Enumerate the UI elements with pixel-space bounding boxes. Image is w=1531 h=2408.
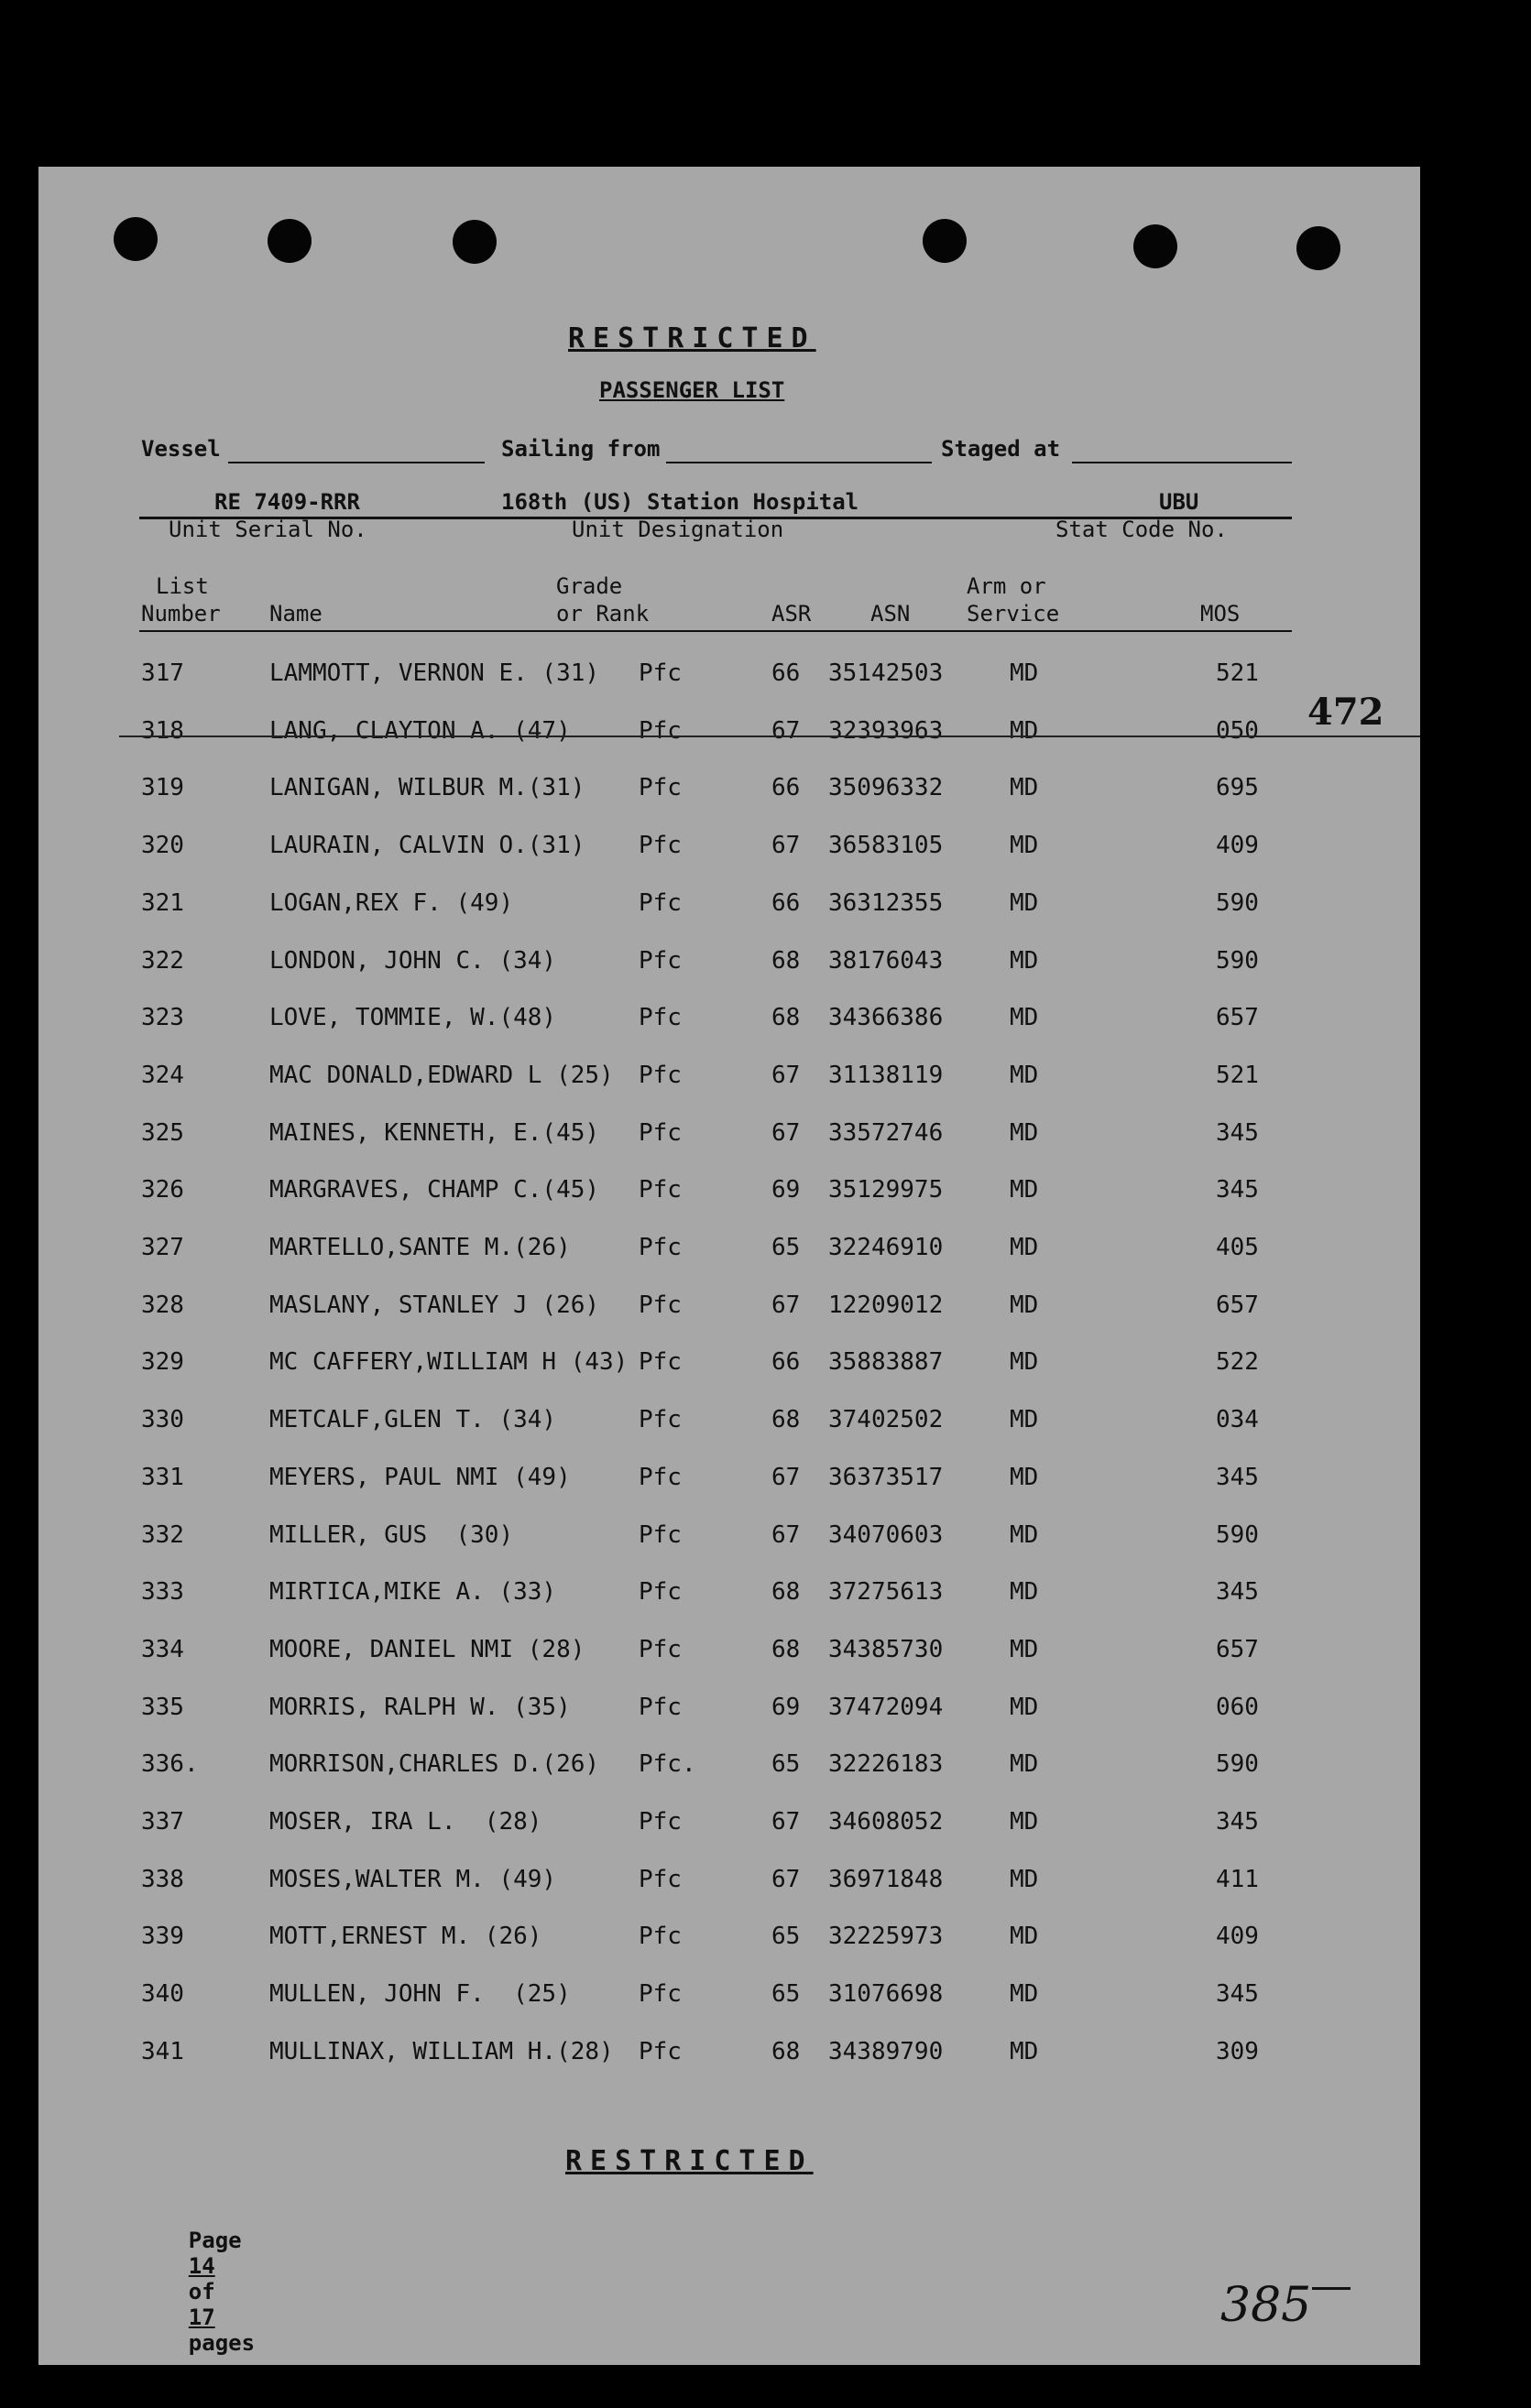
grade-cell: Pfc (639, 1348, 682, 1376)
asn-cell: 32225973 (828, 1923, 944, 1950)
page-suffix: pages (188, 2330, 256, 2356)
grade-cell: Pfc (639, 1521, 682, 1549)
arm-cell: MD (1010, 1464, 1039, 1491)
name-cell: MARGRAVES, CHAMP C.(45) (269, 1176, 600, 1204)
grade-cell: Pfc (639, 1004, 682, 1031)
asr-cell: 65 (771, 1234, 801, 1261)
vessel-label: Vessel (141, 436, 221, 462)
list-number-cell: 333 (141, 1578, 184, 1606)
arm-cell: MD (1010, 1004, 1039, 1031)
grade-cell: Pfc (639, 1176, 682, 1204)
table-row (38, 1348, 1420, 1385)
grade-cell: Pfc (639, 1636, 682, 1663)
list-number-cell: 317 (141, 659, 184, 687)
mos-cell: 060 (1216, 1694, 1259, 1721)
asn-cell: 32226183 (828, 1750, 944, 1778)
list-number-cell: 319 (141, 774, 184, 801)
arm-cell: MD (1010, 774, 1039, 801)
unit-designation-value: 168th (US) Station Hospital (501, 489, 859, 515)
document-page (38, 167, 1420, 2365)
asn-cell: 34608052 (828, 1808, 944, 1836)
asn-cell: 31138119 (828, 1062, 944, 1089)
asn-cell: 37275613 (828, 1578, 944, 1606)
grade-cell: Pfc (639, 1808, 682, 1836)
table-row (38, 1062, 1420, 1098)
strikethrough-line (119, 735, 1420, 737)
table-row (38, 2038, 1420, 2075)
asn-cell: 35883887 (828, 1348, 944, 1376)
name-cell: MAC DONALD,EDWARD L (25) (269, 1062, 614, 1089)
table-row (38, 1119, 1420, 1156)
asr-cell: 67 (771, 1808, 801, 1836)
table-row (38, 1866, 1420, 1902)
mos-cell: 590 (1216, 1750, 1259, 1778)
table-row (38, 1694, 1420, 1730)
asr-cell: 68 (771, 1406, 801, 1433)
arm-cell: MD (1010, 1521, 1039, 1549)
mos-cell: 522 (1216, 1348, 1259, 1376)
punch-hole (453, 220, 497, 264)
handwritten-underline (1312, 2287, 1351, 2290)
list-number-cell: 330 (141, 1406, 184, 1433)
asr-cell: 66 (771, 774, 801, 801)
arm-cell: MD (1010, 832, 1039, 859)
name-cell: MAINES, KENNETH, E.(45) (269, 1119, 600, 1147)
list-number-cell: 321 (141, 889, 184, 917)
asn-cell: 38176043 (828, 947, 944, 975)
col-header-asr: ASR (771, 601, 812, 627)
table-row (38, 1636, 1420, 1673)
col-header-asn: ASN (870, 601, 911, 627)
table-row (38, 1578, 1420, 1615)
grade-cell: Pfc (639, 1464, 682, 1491)
mos-cell: 405 (1216, 1234, 1259, 1261)
name-cell: MEYERS, PAUL NMI (49) (269, 1464, 571, 1491)
mos-cell: 345 (1216, 1808, 1259, 1836)
asr-cell: 68 (771, 1636, 801, 1663)
grade-cell: Pfc (639, 1980, 682, 2008)
asr-cell: 67 (771, 832, 801, 859)
stamp-number: 472 (1307, 691, 1384, 734)
name-cell: LOGAN,REX F. (49) (269, 889, 514, 917)
name-cell: LOVE, TOMMIE, W.(48) (269, 1004, 557, 1031)
restricted-heading: RESTRICTED (568, 322, 816, 354)
asn-cell: 36373517 (828, 1464, 944, 1491)
arm-cell: MD (1010, 1062, 1039, 1089)
mos-cell: 409 (1216, 832, 1259, 859)
col-header-mos: MOS (1200, 601, 1241, 627)
grade-cell: Pfc. (639, 1750, 696, 1778)
arm-cell: MD (1010, 947, 1039, 975)
name-cell: MOSER, IRA L. (28) (269, 1808, 542, 1836)
list-number-cell: 340 (141, 1980, 184, 2008)
asn-cell: 35142503 (828, 659, 944, 687)
punch-hole (268, 219, 312, 263)
mos-cell: 695 (1216, 774, 1259, 801)
mos-cell: 521 (1216, 1062, 1259, 1089)
list-number-cell: 334 (141, 1636, 184, 1663)
name-cell: MASLANY, STANLEY J (26) (269, 1291, 600, 1319)
arm-cell: MD (1010, 1636, 1039, 1663)
asr-cell: 68 (771, 947, 801, 975)
name-cell: MILLER, GUS (30) (269, 1521, 514, 1549)
unit-serial-value: RE 7409-RRR (214, 489, 360, 515)
grade-cell: Pfc (639, 659, 682, 687)
table-row (38, 832, 1420, 868)
table-row (38, 1234, 1420, 1270)
mos-cell: 309 (1216, 2038, 1259, 2065)
asr-cell: 69 (771, 1694, 801, 1721)
asn-cell: 36312355 (828, 889, 944, 917)
asr-cell: 67 (771, 1464, 801, 1491)
table-row (38, 1406, 1420, 1443)
col-header-name: Name (269, 601, 323, 627)
mos-cell: 409 (1216, 1923, 1259, 1950)
arm-cell: MD (1010, 2038, 1039, 2065)
unit-serial-label: Unit Serial No. (169, 517, 367, 542)
name-cell: MOORE, DANIEL NMI (28) (269, 1636, 585, 1663)
mos-cell: 411 (1216, 1866, 1259, 1893)
name-cell: MIRTICA,MIKE A. (33) (269, 1578, 557, 1606)
grade-cell: Pfc (639, 774, 682, 801)
asn-cell: 34389790 (828, 2038, 944, 2065)
asr-cell: 67 (771, 1291, 801, 1319)
name-cell: LONDON, JOHN C. (34) (269, 947, 557, 975)
grade-cell: Pfc (639, 1866, 682, 1893)
grade-cell: Pfc (639, 947, 682, 975)
asn-cell: 12209012 (828, 1291, 944, 1319)
asn-cell: 35129975 (828, 1176, 944, 1204)
asn-cell: 33572746 (828, 1119, 944, 1147)
punch-hole (1133, 224, 1177, 268)
mos-cell: 050 (1216, 717, 1259, 745)
table-row (38, 1808, 1420, 1845)
asn-cell: 32393963 (828, 717, 944, 745)
arm-cell: MD (1010, 717, 1039, 745)
name-cell: METCALF,GLEN T. (34) (269, 1406, 557, 1433)
arm-cell: MD (1010, 1291, 1039, 1319)
col-header-rank: or Rank (556, 601, 650, 627)
grade-cell: Pfc (639, 889, 682, 917)
punch-hole (1296, 226, 1340, 270)
table-row (38, 659, 1420, 696)
arm-cell: MD (1010, 1176, 1039, 1204)
asn-cell: 37472094 (828, 1694, 944, 1721)
arm-cell: MD (1010, 1578, 1039, 1606)
stat-code-value: UBU (1159, 489, 1199, 515)
page-prefix: Page (188, 2228, 242, 2253)
table-row (38, 1980, 1420, 2017)
asn-cell: 31076698 (828, 1980, 944, 2008)
asr-cell: 66 (771, 1348, 801, 1376)
arm-cell: MD (1010, 1750, 1039, 1778)
grade-cell: Pfc (639, 1234, 682, 1261)
table-row (38, 1291, 1420, 1328)
arm-cell: MD (1010, 889, 1039, 917)
list-number-cell: 318 (141, 717, 184, 745)
table-row (38, 1750, 1420, 1787)
name-cell: LANG, CLAYTON A. (47) (269, 717, 571, 745)
asr-cell: 65 (771, 1923, 801, 1950)
punch-hole (114, 217, 158, 261)
asr-cell: 65 (771, 1980, 801, 2008)
name-cell: MORRISON,CHARLES D.(26) (269, 1750, 600, 1778)
list-number-cell: 328 (141, 1291, 184, 1319)
arm-cell: MD (1010, 1980, 1039, 2008)
table-row (38, 889, 1420, 926)
arm-cell: MD (1010, 1694, 1039, 1721)
table-row (38, 717, 1420, 754)
table-row (38, 1176, 1420, 1213)
name-cell: MORRIS, RALPH W. (35) (269, 1694, 571, 1721)
list-number-cell: 323 (141, 1004, 184, 1031)
asr-cell: 67 (771, 1521, 801, 1549)
arm-cell: MD (1010, 1348, 1039, 1376)
asn-cell: 37402502 (828, 1406, 944, 1433)
arm-cell: MD (1010, 1923, 1039, 1950)
page-info (136, 2202, 255, 2381)
list-number-cell: 335 (141, 1694, 184, 1721)
page-of: of (188, 2279, 215, 2304)
asn-cell: 35096332 (828, 774, 944, 801)
page-total: 17 (188, 2304, 215, 2330)
asr-cell: 69 (771, 1176, 801, 1204)
staged-at-blank (1072, 462, 1292, 463)
list-number-cell: 338 (141, 1866, 184, 1893)
list-number-cell: 331 (141, 1464, 184, 1491)
table-row (38, 1521, 1420, 1558)
arm-cell: MD (1010, 659, 1039, 687)
arm-cell: MD (1010, 1808, 1039, 1836)
name-cell: LAMMOTT, VERNON E. (31) (269, 659, 600, 687)
sailing-from-label: Sailing from (501, 436, 661, 462)
restricted-footer: RESTRICTED (565, 2145, 814, 2177)
asn-cell: 34366386 (828, 1004, 944, 1031)
unit-designation-label: Unit Designation (572, 517, 784, 542)
grade-cell: Pfc (639, 832, 682, 859)
passenger-list-title: PASSENGER LIST (599, 377, 785, 403)
asr-cell: 68 (771, 2038, 801, 2065)
grade-cell: Pfc (639, 1062, 682, 1089)
list-number-cell: 339 (141, 1923, 184, 1950)
handwritten-number: 385 (1220, 2278, 1312, 2333)
name-cell: LANIGAN, WILBUR M.(31) (269, 774, 585, 801)
grade-cell: Pfc (639, 717, 682, 745)
list-number-cell: 337 (141, 1808, 184, 1836)
asr-cell: 67 (771, 1062, 801, 1089)
mos-cell: 590 (1216, 947, 1259, 975)
table-row (38, 1464, 1420, 1500)
sailing-from-blank (666, 462, 932, 463)
vessel-blank (228, 462, 485, 463)
name-cell: MARTELLO,SANTE M.(26) (269, 1234, 571, 1261)
list-number-cell: 326 (141, 1176, 184, 1204)
grade-cell: Pfc (639, 1923, 682, 1950)
table-row (38, 1004, 1420, 1041)
asr-cell: 68 (771, 1578, 801, 1606)
asn-cell: 36583105 (828, 832, 944, 859)
grade-cell: Pfc (639, 1119, 682, 1147)
asn-cell: 34070603 (828, 1521, 944, 1549)
mos-cell: 657 (1216, 1636, 1259, 1663)
asn-cell: 32246910 (828, 1234, 944, 1261)
name-cell: MOTT,ERNEST M. (26) (269, 1923, 542, 1950)
asr-cell: 66 (771, 659, 801, 687)
punch-hole (923, 219, 967, 263)
mos-cell: 590 (1216, 889, 1259, 917)
name-cell: MOSES,WALTER M. (49) (269, 1866, 557, 1893)
list-number-cell: 332 (141, 1521, 184, 1549)
grade-cell: Pfc (639, 1578, 682, 1606)
page-current: 14 (188, 2253, 215, 2279)
list-number-cell: 327 (141, 1234, 184, 1261)
grade-cell: Pfc (639, 1406, 682, 1433)
col-header-grade: Grade (556, 573, 623, 599)
list-number-cell: 324 (141, 1062, 184, 1089)
name-cell: LAURAIN, CALVIN O.(31) (269, 832, 585, 859)
grade-cell: Pfc (639, 2038, 682, 2065)
grade-cell: Pfc (639, 1694, 682, 1721)
col-header-number: Number (141, 601, 221, 627)
mos-cell: 345 (1216, 1119, 1259, 1147)
mos-cell: 034 (1216, 1406, 1259, 1433)
mos-cell: 345 (1216, 1578, 1259, 1606)
column-header-rule (139, 630, 1292, 632)
asn-cell: 34385730 (828, 1636, 944, 1663)
asn-cell: 36971848 (828, 1866, 944, 1893)
mos-cell: 521 (1216, 659, 1259, 687)
mos-cell: 657 (1216, 1004, 1259, 1031)
stat-code-label: Stat Code No. (1055, 517, 1228, 542)
name-cell: MULLEN, JOHN F. (25) (269, 1980, 571, 2008)
name-cell: MC CAFFERY,WILLIAM H (43) (269, 1348, 629, 1376)
col-header-service: Service (967, 601, 1060, 627)
asr-cell: 67 (771, 717, 801, 745)
list-number-cell: 341 (141, 2038, 184, 2065)
table-row (38, 947, 1420, 984)
list-number-cell: 336. (141, 1750, 199, 1778)
list-number-cell: 322 (141, 947, 184, 975)
list-number-cell: 325 (141, 1119, 184, 1147)
asr-cell: 65 (771, 1750, 801, 1778)
asr-cell: 67 (771, 1866, 801, 1893)
asr-cell: 67 (771, 1119, 801, 1147)
list-number-cell: 320 (141, 832, 184, 859)
arm-cell: MD (1010, 1119, 1039, 1147)
mos-cell: 345 (1216, 1980, 1259, 2008)
arm-cell: MD (1010, 1866, 1039, 1893)
grade-cell: Pfc (639, 1291, 682, 1319)
arm-cell: MD (1010, 1406, 1039, 1433)
mos-cell: 345 (1216, 1464, 1259, 1491)
col-header-arm: Arm or (967, 573, 1046, 599)
asr-cell: 66 (771, 889, 801, 917)
list-number-cell: 329 (141, 1348, 184, 1376)
arm-cell: MD (1010, 1234, 1039, 1261)
mos-cell: 657 (1216, 1291, 1259, 1319)
table-row (38, 1923, 1420, 1959)
mos-cell: 345 (1216, 1176, 1259, 1204)
staged-at-label: Staged at (941, 436, 1061, 462)
asr-cell: 68 (771, 1004, 801, 1031)
table-row (38, 774, 1420, 811)
name-cell: MULLINAX, WILLIAM H.(28) (269, 2038, 614, 2065)
mos-cell: 590 (1216, 1521, 1259, 1549)
col-header-list: List (156, 573, 209, 599)
